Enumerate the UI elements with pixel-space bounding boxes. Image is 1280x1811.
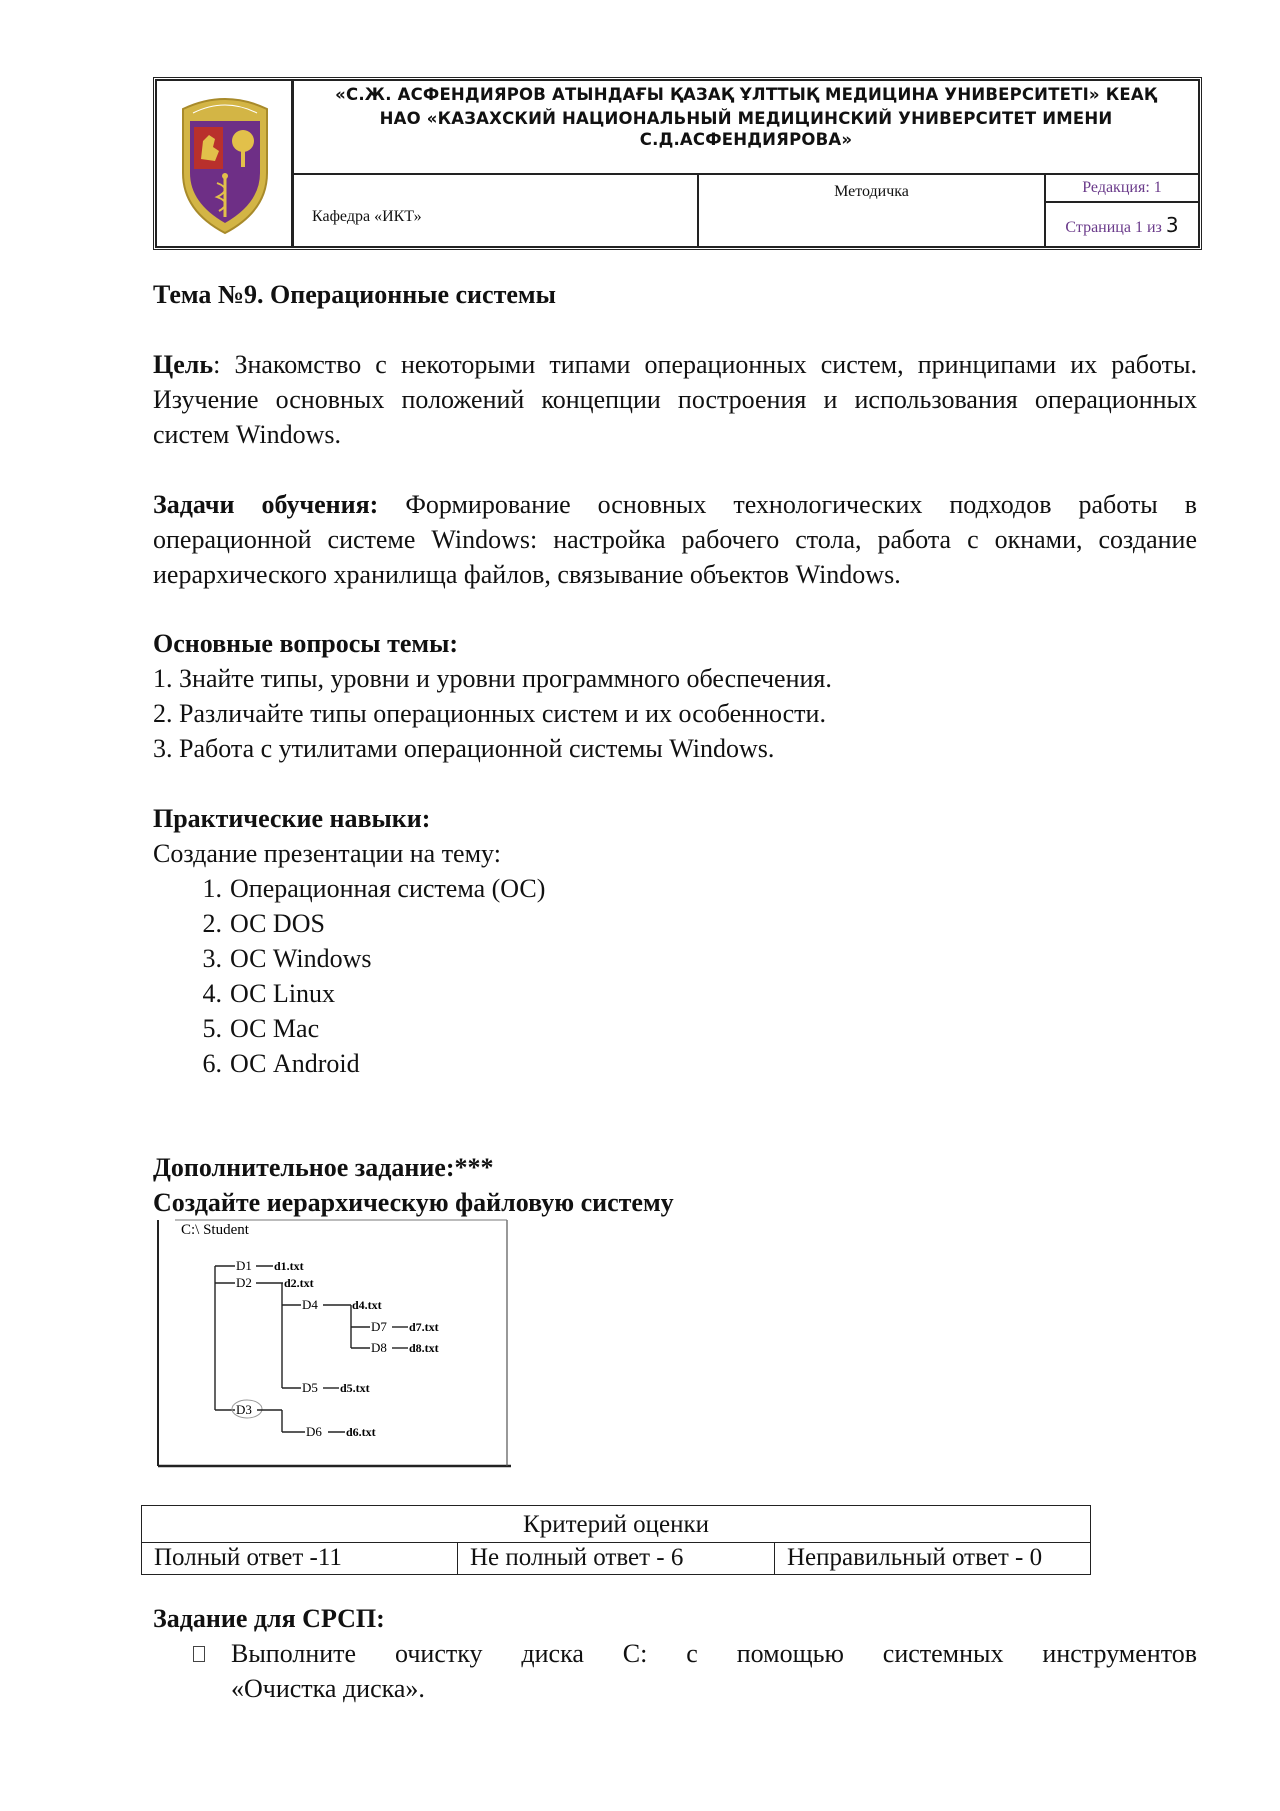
- department-label: Кафедра «ИКТ»: [312, 208, 422, 225]
- logo-cell: [156, 80, 293, 247]
- university-title-kz: «С.Ж. АСФЕНДИЯРОВ АТЫНДАҒЫ ҚАЗАҚ ҰЛТТЫҚ МЕДИЦИНА УНИВЕРСИТЕТІ» КЕАҚ: [335, 85, 1157, 104]
- diagram-file: d6.txt: [346, 1425, 376, 1439]
- list-item-text: Операционная система (ОС): [230, 874, 546, 903]
- criteria-title: Критерий оценки: [142, 1506, 1090, 1543]
- document-type-cell: [698, 174, 1045, 247]
- diagram-file: d4.txt: [352, 1298, 382, 1312]
- list-item-number: 2.: [202, 909, 222, 938]
- document-header: [153, 77, 1202, 250]
- list-item-text: ОС Linux: [230, 979, 336, 1008]
- question-item: 3. Работа с утилитами операционной системы Windows.: [153, 734, 775, 763]
- questions-section: [153, 626, 1197, 766]
- extra-task-subtitle: Создайте иерархическую файловую систему: [153, 1188, 674, 1217]
- goal-text: Знакомство с некоторыми типами операционных систем, принципами их работы. Изучение основных положений концепции построения и использования операционных систем Windows.: [153, 350, 1197, 449]
- skills-label: Практические навыки:: [153, 804, 431, 833]
- criteria-full: Полный ответ -11: [142, 1542, 458, 1574]
- diagram-file: d1.txt: [274, 1259, 304, 1273]
- list-item: [192, 941, 1197, 976]
- document-type-label: Методичка: [834, 183, 909, 200]
- page-number-prefix: Страница 1 из: [1065, 219, 1162, 236]
- srsp-section: [153, 1601, 1197, 1706]
- criteria-partial: Не полный ответ - 6: [458, 1542, 775, 1574]
- edition-cell: [1045, 174, 1199, 202]
- list-item-text: ОС Android: [230, 1049, 360, 1078]
- diagram-node: D2: [236, 1275, 252, 1290]
- diagram-node: D6: [306, 1424, 322, 1439]
- srsp-text-line2: «Очистка диска».: [231, 1674, 425, 1703]
- list-item: [192, 871, 1197, 906]
- criteria-wrong: Неправильный ответ - 0: [787, 1544, 1043, 1571]
- tasks-paragraph: [153, 487, 1197, 592]
- list-item-number: 5.: [202, 1014, 222, 1043]
- tasks-text: Формирование основных технологических подходов работы в операционной системе Windows: настройка рабочего стола, работа с окнами, создание иерархического хранилища файлов, связывание объектов Windows.: [153, 490, 1197, 589]
- list-item-number: 3.: [202, 944, 222, 973]
- diagram-node: D5: [302, 1380, 318, 1395]
- skills-section: [153, 801, 1197, 1081]
- diagram-file: d5.txt: [340, 1381, 370, 1395]
- srsp-text-line1: Выполните очистку диска С: с помощью системных инструментов: [231, 1639, 1197, 1668]
- university-title-ru: НАО «КАЗАХСКИЙ НАЦИОНАЛЬНЫЙ МЕДИЦИНСКИЙ УНИВЕРСИТЕТ ИМЕНИ С.Д.АСФЕНДИЯРОВА»: [379, 109, 1113, 149]
- diagram-file: d8.txt: [409, 1341, 439, 1355]
- goal-label: Цель: [153, 350, 214, 379]
- bullet-icon: [193, 1646, 205, 1662]
- diagram-file: d2.txt: [284, 1276, 314, 1290]
- list-item-number: 4.: [202, 979, 222, 1008]
- page-number-cell: [1045, 202, 1199, 247]
- university-title: [293, 80, 1199, 174]
- diagram-node: D4: [302, 1297, 318, 1312]
- tasks-label: Задачи обучения:: [153, 490, 379, 519]
- list-item: [192, 976, 1197, 1011]
- file-system-diagram: [155, 1218, 515, 1470]
- diagram-node: D1: [236, 1258, 252, 1273]
- question-item: 1. Знайте типы, уровни и уровни программного обеспечения.: [153, 664, 832, 693]
- list-item-text: ОС DOS: [230, 909, 325, 938]
- list-item: [192, 1046, 1197, 1081]
- diagram-node: D3: [236, 1402, 252, 1417]
- goal-paragraph: Цель: Знакомство с некоторыми типами операционных систем, принципами их работы. Изучение основных положений концепции построения и использования операционных систем Windows.: [153, 350, 1197, 449]
- extra-task-label: Дополнительное задание:***: [153, 1153, 494, 1182]
- diagram-file: d7.txt: [409, 1320, 439, 1334]
- question-item: 2. Различайте типы операционных систем и их особенности.: [153, 699, 826, 728]
- edition-label: Редакция: 1: [1082, 179, 1162, 196]
- department-cell: [293, 174, 698, 247]
- diagram-node: D7: [371, 1319, 387, 1334]
- diagram-node: D8: [371, 1340, 387, 1355]
- diagram-root: C:\ Student: [181, 1222, 249, 1238]
- criteria-table: [141, 1505, 1091, 1575]
- skills-intro: Создание презентации на тему:: [153, 839, 501, 868]
- page-title: Тема №9. Операционные системы: [153, 280, 556, 309]
- list-item-number: 6.: [202, 1049, 222, 1078]
- questions-label: Основные вопросы темы:: [153, 629, 459, 658]
- list-item: [192, 1011, 1197, 1046]
- university-logo-icon: [157, 81, 294, 248]
- list-item-text: ОС Windows: [230, 944, 372, 973]
- list-item-number: 1.: [202, 874, 222, 903]
- extra-task-section: [153, 1150, 1197, 1220]
- skills-list: [192, 871, 1197, 1081]
- list-item: [192, 906, 1197, 941]
- list-item-text: ОС Mac: [230, 1014, 320, 1043]
- page-number-total: 3: [1165, 213, 1179, 237]
- srsp-label: Задание для СРСП:: [153, 1604, 385, 1633]
- srsp-item: [153, 1636, 1197, 1706]
